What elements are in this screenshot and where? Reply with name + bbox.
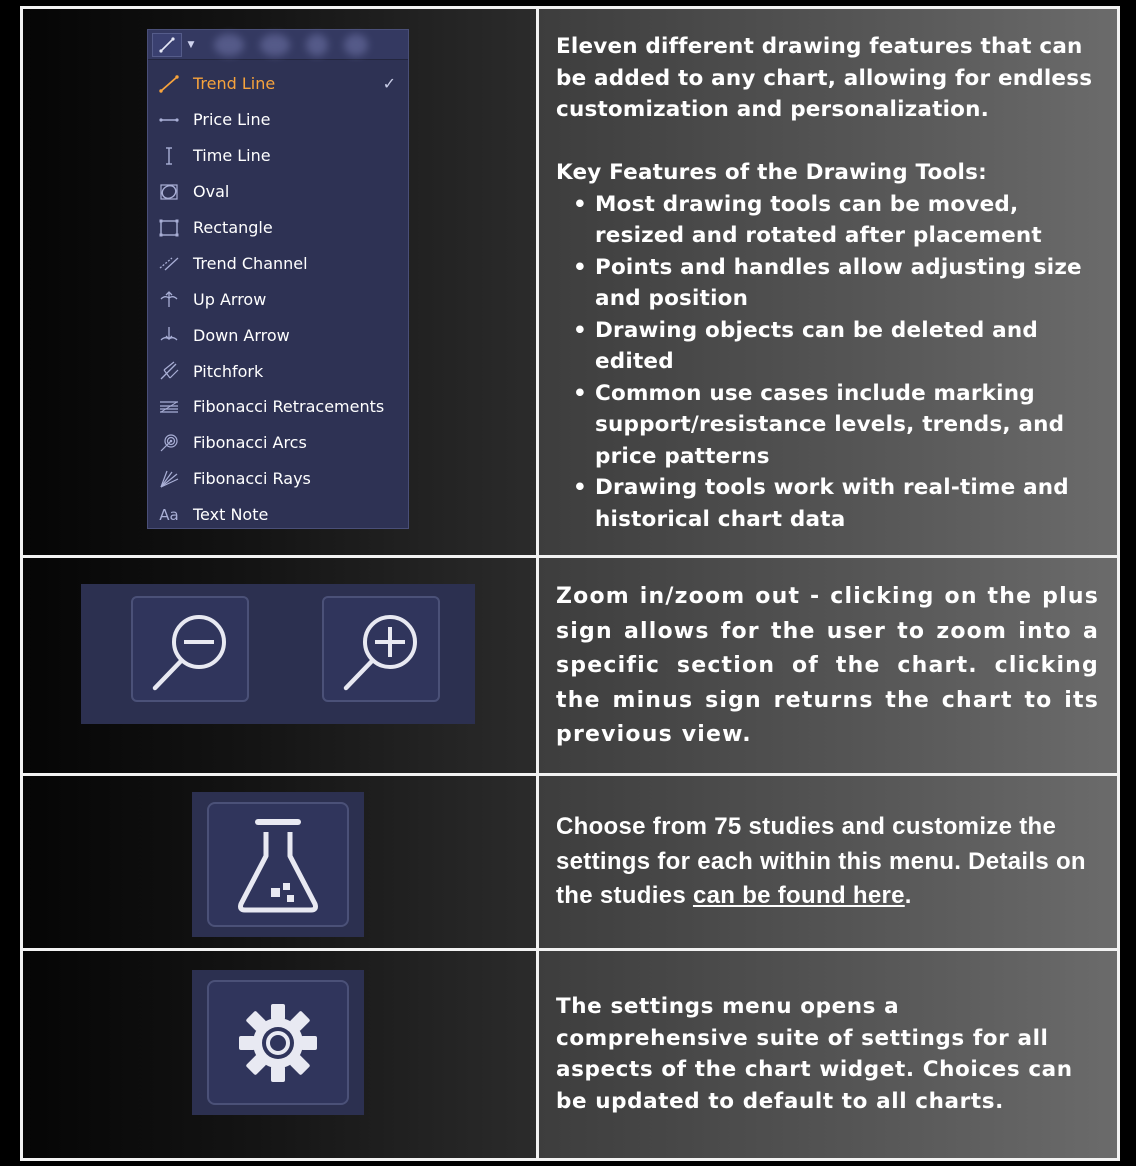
chevron-down-icon[interactable]: ▼ xyxy=(187,39,195,50)
settings-description-cell xyxy=(539,951,1117,1158)
trend-channel-icon xyxy=(157,252,181,274)
menu-item-label: Price Line xyxy=(193,110,271,130)
trend-line-icon xyxy=(158,36,176,54)
menu-item-rectangle[interactable] xyxy=(148,210,408,246)
oval-icon xyxy=(157,181,181,203)
studies-button[interactable] xyxy=(207,802,349,927)
menu-item-fibonacci-rays[interactable] xyxy=(148,461,408,497)
blurred-toolbar-icon xyxy=(306,34,328,56)
zoom-description: Zoom in/zoom out - clicking on the plus sign allows for the user to zoom into a specific section of the chart. clicking the minus sign returns the chart to its previous view. xyxy=(556,584,1099,747)
features-list xyxy=(556,189,1099,536)
down-arrow-icon xyxy=(157,324,181,346)
trend-line-icon xyxy=(157,73,181,95)
menu-item-trend-channel[interactable] xyxy=(148,245,408,281)
menu-item-label: Up Arrow xyxy=(193,289,267,309)
menu-item-up-arrow[interactable] xyxy=(148,281,408,317)
checkmark-icon: ✓ xyxy=(382,74,396,93)
text-note-icon: Aa xyxy=(159,505,179,524)
menu-item-label: Time Line xyxy=(193,146,271,166)
feature-item: • Drawing tools work with real-time and historical chart data xyxy=(573,472,1099,535)
price-line-icon xyxy=(157,109,181,131)
drawing-tools-list xyxy=(148,60,408,533)
dropdown-toolbar xyxy=(148,30,408,60)
gear-icon xyxy=(233,998,323,1088)
blurred-toolbar-icon xyxy=(344,34,368,56)
studies-description-end: . xyxy=(904,882,912,909)
feature-item: • Points and handles allow adjusting size and position xyxy=(573,252,1099,315)
menu-item-label: Down Arrow xyxy=(193,325,290,345)
time-line-icon xyxy=(157,145,181,167)
feature-table xyxy=(20,6,1120,1161)
feature-item: • Most drawing tools can be moved, resized and rotated after placement xyxy=(573,189,1099,252)
drawing-tools-description xyxy=(556,31,1099,535)
zoom-cell xyxy=(23,558,539,776)
menu-item-time-line[interactable] xyxy=(148,138,408,174)
menu-item-trend-line[interactable] xyxy=(148,66,408,102)
drawing-tools-description-cell xyxy=(539,9,1117,558)
drawing-tools-intro: Eleven different drawing features that can be added to any chart, allowing for endless customization and personalization. xyxy=(556,34,1093,122)
drawing-tool-button[interactable] xyxy=(152,33,182,57)
feature-item: • Drawing objects can be deleted and edited xyxy=(573,315,1099,378)
settings-button-frame xyxy=(192,970,364,1115)
menu-item-text-note[interactable] xyxy=(148,497,408,533)
zoom-description-cell xyxy=(539,558,1117,776)
studies-link[interactable]: can be found here xyxy=(692,882,905,909)
menu-item-oval[interactable] xyxy=(148,174,408,210)
rectangle-icon xyxy=(157,217,181,239)
zoom-toolbar xyxy=(81,584,475,724)
zoom-in-button[interactable] xyxy=(322,596,440,702)
menu-item-label: Trend Channel xyxy=(193,253,308,273)
fibonacci-arcs-icon xyxy=(157,432,181,454)
menu-item-fibonacci-arcs[interactable] xyxy=(148,425,408,461)
menu-item-label: Fibonacci Retracements xyxy=(193,397,385,417)
fibonacci-retracements-icon xyxy=(157,396,181,418)
menu-item-price-line[interactable] xyxy=(148,102,408,138)
menu-item-label: Pitchfork xyxy=(193,361,264,381)
menu-item-label: Fibonacci Rays xyxy=(193,469,311,489)
features-heading: Key Features of the Drawing Tools: xyxy=(556,160,987,185)
studies-description xyxy=(556,810,1099,914)
drawing-tools-dropdown xyxy=(147,29,409,529)
menu-item-label: Text Note xyxy=(193,505,269,525)
zoom-out-icon xyxy=(147,606,237,696)
zoom-out-button[interactable] xyxy=(131,596,249,702)
menu-item-down-arrow[interactable] xyxy=(148,317,408,353)
blurred-toolbar-icon xyxy=(260,34,290,56)
studies-description-cell xyxy=(539,776,1117,951)
menu-item-label: Fibonacci Arcs xyxy=(193,433,307,453)
zoom-in-icon xyxy=(338,606,428,696)
feature-item: • Common use cases include marking support/resistance levels, trends, and price patterns xyxy=(573,378,1099,473)
pitchfork-icon xyxy=(157,360,181,382)
blurred-toolbar-icon xyxy=(214,34,244,56)
menu-item-pitchfork[interactable] xyxy=(148,353,408,389)
flask-icon xyxy=(223,810,333,920)
drawing-tools-cell xyxy=(23,9,539,558)
fibonacci-rays-icon xyxy=(157,468,181,490)
settings-description: The settings menu opens a comprehensive suite of settings for all aspects of the chart widget. Choices can be updated to default to all charts. xyxy=(556,994,1073,1114)
menu-item-fibonacci-retracements[interactable] xyxy=(148,389,408,425)
menu-item-label: Oval xyxy=(193,182,230,202)
menu-item-label: Trend Line xyxy=(193,74,276,94)
settings-cell xyxy=(23,951,539,1158)
studies-description-text: Choose from 75 studies and customize the settings for each within this menu. Details on the studies xyxy=(556,813,1086,909)
studies-cell xyxy=(23,776,539,951)
settings-button[interactable] xyxy=(207,980,349,1105)
up-arrow-icon xyxy=(157,288,181,310)
menu-item-label: Rectangle xyxy=(193,218,273,237)
studies-button-frame xyxy=(192,792,364,937)
